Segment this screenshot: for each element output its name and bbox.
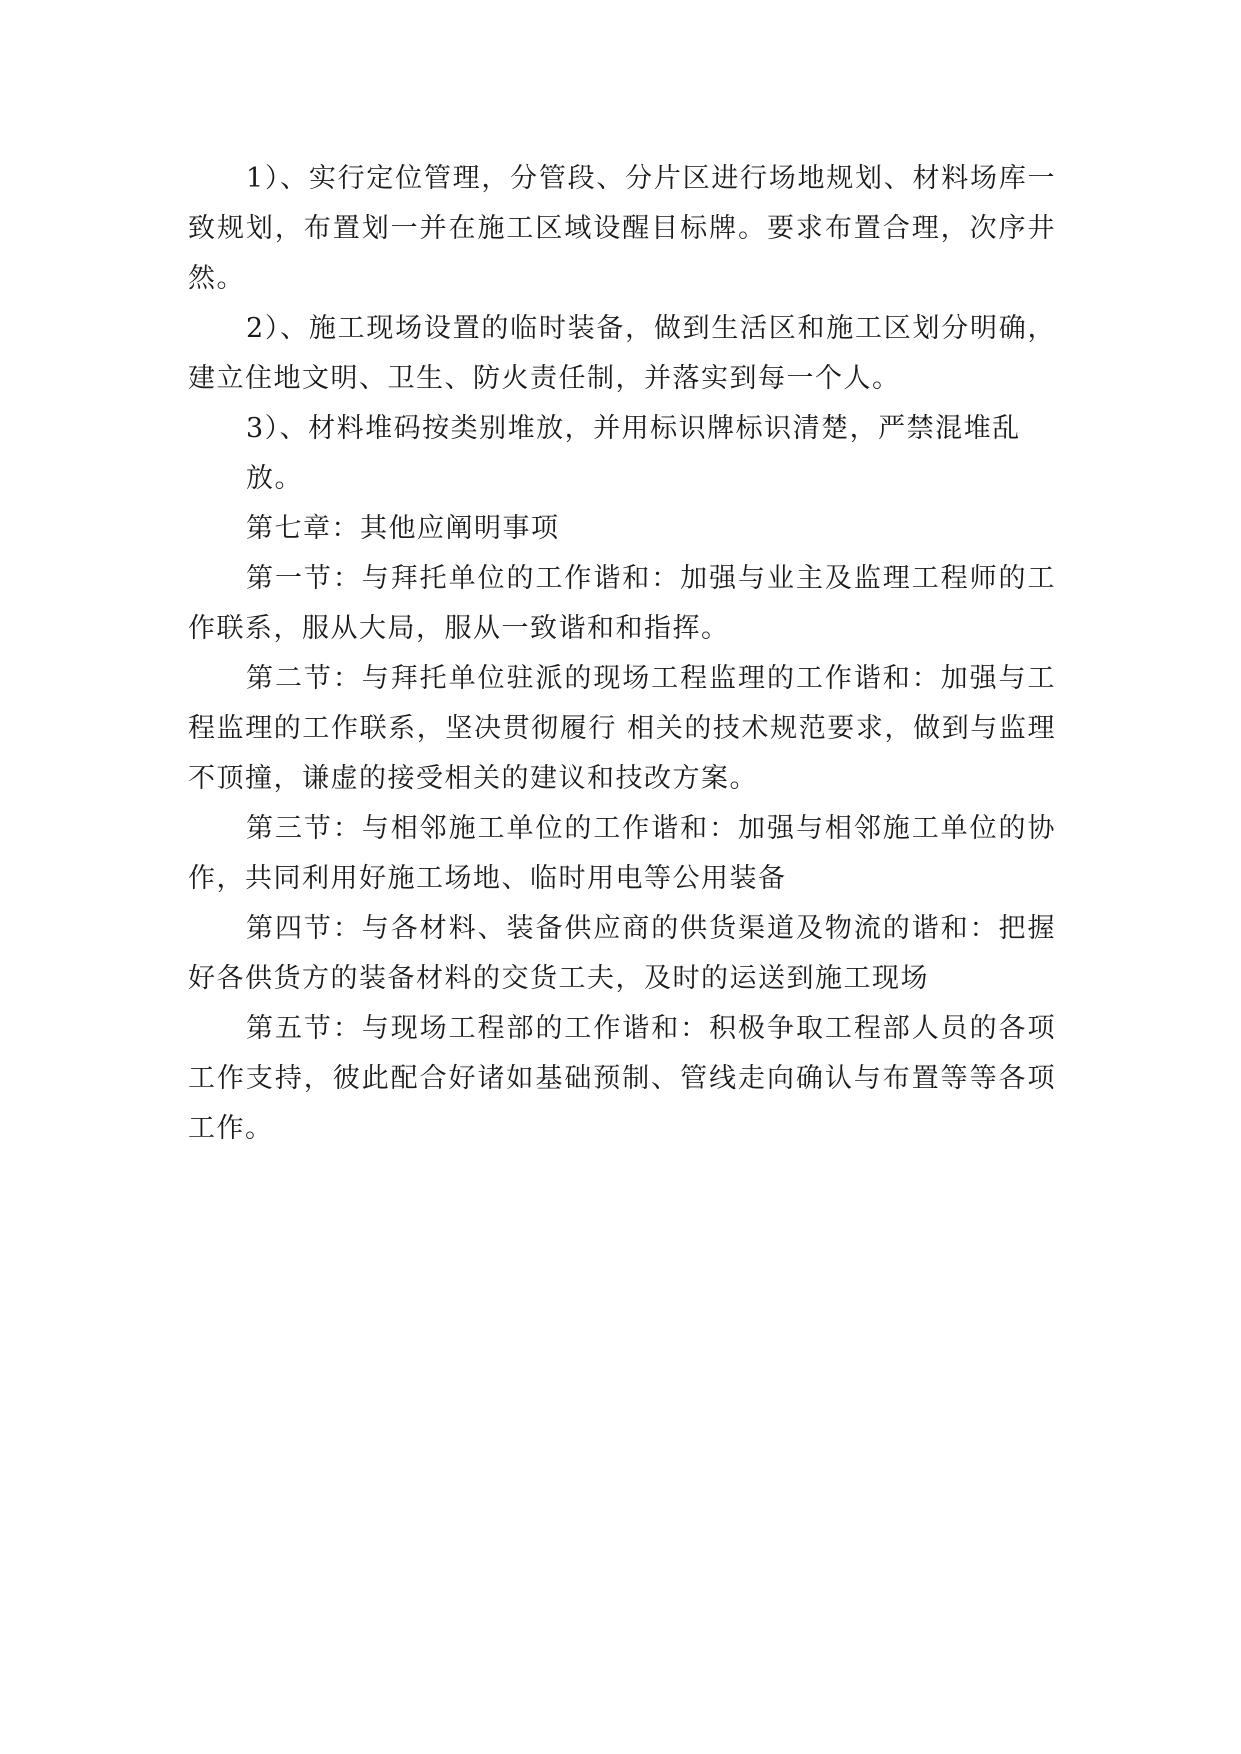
paragraph-item-1: 1）、实行定位管理，分管段、分片区进行场地规划、材料场库一致规划，布置划一并在施工区域设醒目标牌。要求布置合理，次序井然。 — [188, 163, 1056, 294]
paragraph-item-3: 3）、材料堆码按类别堆放，并用标识牌标识清楚，严禁混堆乱 — [246, 413, 1021, 444]
paragraph-item-3-continuation: 放。 — [246, 463, 303, 494]
section-3-paragraph: 第三节：与相邻施工单位的工作谐和：加强与相邻施工单位的协作，共同利用好施工场地、临时用电等公用装备 — [188, 813, 1056, 894]
section-4-paragraph: 第四节：与各材料、装备供应商的供货渠道及物流的谐和：把握好各供货方的装备材料的交货工夫，及时的运送到施工现场 — [188, 913, 1056, 994]
section-2-paragraph: 第二节：与拜托单位驻派的现场工程监理的工作谐和：加强与工程监理的工作联系，坚决贯彻履行 相关的技术规范要求，做到与监理不顶撞，谦虚的接受相关的建议和技改方案。 — [188, 663, 1056, 794]
document-page — [188, 154, 1056, 1154]
section-1-paragraph: 第一节：与拜托单位的工作谐和：加强与业主及监理工程师的工作联系，服从大局，服从一致谐和和指挥。 — [188, 563, 1056, 644]
chapter-heading: 第七章：其他应阐明事项 — [246, 513, 560, 544]
paragraph-item-2: 2）、施工现场设置的临时装备，做到生活区和施工区划分明确，建立住地文明、卫生、防火责任制，并落实到每一个人。 — [188, 313, 1056, 394]
section-5-paragraph: 第五节：与现场工程部的工作谐和：积极争取工程部人员的各项工作支持，彼此配合好诸如基础预制、管线走向确认与布置等等各项工作。 — [188, 1013, 1056, 1144]
